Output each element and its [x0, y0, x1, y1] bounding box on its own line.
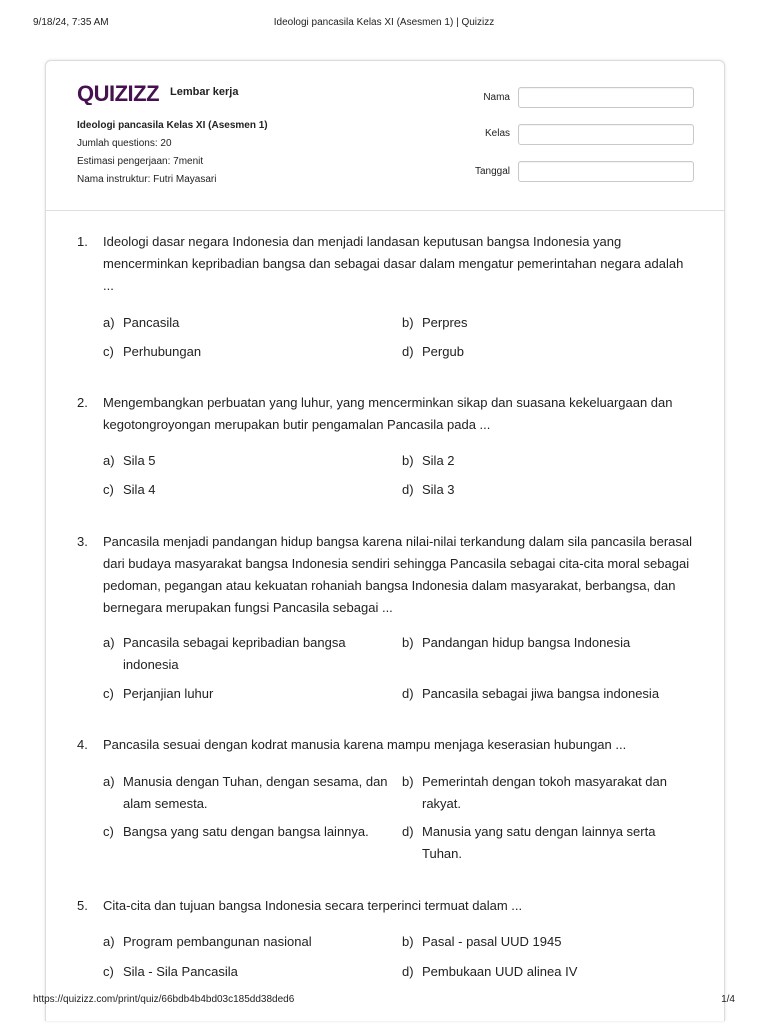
name-field[interactable] [518, 87, 694, 108]
option-letter: d) [402, 344, 414, 359]
worksheet-card [45, 60, 725, 1021]
worksheet-header [46, 61, 724, 211]
answer-option [103, 632, 396, 676]
answer-option [103, 450, 396, 472]
option-text: Sila 5 [123, 453, 156, 468]
answer-option [402, 771, 697, 815]
print-header [0, 0, 768, 40]
date-label: Tanggal [474, 166, 510, 177]
answer-option [103, 771, 396, 815]
answer-option [402, 450, 697, 472]
answer-option [402, 341, 697, 363]
question-number: 5. [77, 898, 88, 913]
answer-option [103, 479, 396, 501]
option-text: Pancasila [123, 315, 180, 330]
print-url: https://quizizz.com/print/quiz/66bdb4b4bd03c185dd38ded6 [33, 994, 295, 1005]
date-field[interactable] [518, 161, 694, 182]
option-letter: a) [103, 635, 115, 650]
option-letter: a) [103, 315, 115, 330]
print-page-title: Ideologi pancasila Kelas XI (Asesmen 1) | Quizizz [273, 17, 495, 28]
option-text: Pembukaan UUD alinea IV [422, 964, 578, 979]
option-letter: b) [402, 315, 414, 330]
option-text: Sila 2 [422, 453, 455, 468]
answer-option [402, 961, 697, 983]
option-text: Sila 3 [422, 482, 455, 497]
option-text: Sila - Sila Pancasila [123, 964, 238, 979]
sheet-label: Lembar kerja [170, 86, 239, 98]
class-label: Kelas [484, 128, 510, 139]
question-number: 1. [77, 234, 88, 249]
answer-option [402, 931, 697, 953]
question-number: 2. [77, 395, 88, 410]
answer-option [103, 961, 396, 983]
answer-option [103, 683, 396, 705]
option-text: Perpres [422, 315, 468, 330]
option-text: Perjanjian luhur [123, 686, 214, 701]
option-letter: d) [402, 686, 414, 701]
print-datetime: 9/18/24, 7:35 AM [33, 17, 109, 28]
option-letter: b) [402, 453, 414, 468]
option-letter: a) [103, 934, 115, 949]
answer-option [402, 683, 697, 705]
answer-option [103, 931, 396, 953]
quiz-title: Ideologi pancasila Kelas XI (Asesmen 1) [77, 120, 268, 131]
answer-option [103, 312, 396, 334]
option-text: Program pembangunan nasional [123, 934, 312, 949]
quizizz-logo [77, 81, 167, 105]
option-letter: b) [402, 774, 414, 789]
option-letter: a) [103, 774, 115, 789]
answer-option [402, 821, 697, 865]
question-text: Mengembangkan perbuatan yang luhur, yang mencerminkan sikap dan suasana kekeluargaan dan kegotongroyongan merupakan butir pengamalan Pancasila pada ... [103, 395, 673, 432]
option-text: Pancasila sebagai jiwa bangsa indonesia [422, 686, 660, 701]
option-letter: c) [103, 686, 114, 701]
estimated-duration: Estimasi pengerjaan: 7menit [77, 156, 204, 167]
question-count: Jumlah questions: 20 [77, 138, 172, 149]
option-text: Bangsa yang satu dengan bangsa lainnya. [123, 824, 369, 839]
answer-option [402, 632, 697, 654]
option-text: Pancasila sebagai kepribadian bangsa indonesia [123, 635, 346, 672]
option-letter: c) [103, 482, 114, 497]
question-text: Ideologi dasar negara Indonesia dan menjadi landasan keputusan bangsa Indonesia yang mencerminkan kepribadian bangsa dan sebagai dasar dalam mengatur pemerintahan negara adalah ... [103, 234, 684, 293]
option-text: Pergub [422, 344, 464, 359]
question-text: Pancasila menjadi pandangan hidup bangsa karena nilai-nilai terkandung dalam sila pancasila berasal dari budaya masyarakat bangsa Indonesia sendiri sehingga Pancasila sebagai cita-cita moral sebagai pedoman, pegangan atau kekuatan rohaniah bangsa Indonesia dalam masyarakat, berbangsa, dan bernegara merupakan fungsi Pancasila sebagai ... [103, 534, 693, 615]
option-text: Pemerintah dengan tokoh masyarakat dan rakyat. [422, 774, 667, 811]
question-number: 3. [77, 534, 88, 549]
option-text: Manusia yang satu dengan lainnya serta Tuhan. [422, 824, 656, 861]
answer-option [103, 821, 396, 843]
question-number: 4. [77, 737, 88, 752]
option-letter: b) [402, 934, 414, 949]
answer-option [103, 341, 396, 363]
option-text: Sila 4 [123, 482, 156, 497]
option-letter: d) [402, 482, 414, 497]
option-letter: c) [103, 964, 114, 979]
print-footer [0, 994, 768, 1010]
question-text: Cita-cita dan tujuan bangsa Indonesia secara terperinci termuat dalam ... [103, 898, 523, 913]
option-text: Pandangan hidup bangsa Indonesia [422, 635, 631, 650]
page-indicator: 1/4 [721, 994, 735, 1005]
name-label: Nama [483, 92, 510, 103]
option-letter: c) [103, 824, 114, 839]
option-letter: c) [103, 344, 114, 359]
svg-text:QUIZIZZ: QUIZIZZ [77, 81, 160, 105]
option-letter: d) [402, 824, 414, 839]
option-text: Perhubungan [123, 344, 202, 359]
option-text: Pasal - pasal UUD 1945 [422, 934, 562, 949]
question-text: Pancasila sesuai dengan kodrat manusia karena mampu menjaga keserasian hubungan ... [103, 737, 627, 752]
instructor-name: Nama instruktur: Futri Mayasari [77, 174, 217, 185]
option-text: Manusia dengan Tuhan, dengan sesama, dan alam semesta. [123, 774, 388, 811]
option-letter: d) [402, 964, 414, 979]
option-letter: a) [103, 453, 115, 468]
class-field[interactable] [518, 124, 694, 145]
answer-option [402, 312, 697, 334]
answer-option [402, 479, 697, 501]
option-letter: b) [402, 635, 414, 650]
